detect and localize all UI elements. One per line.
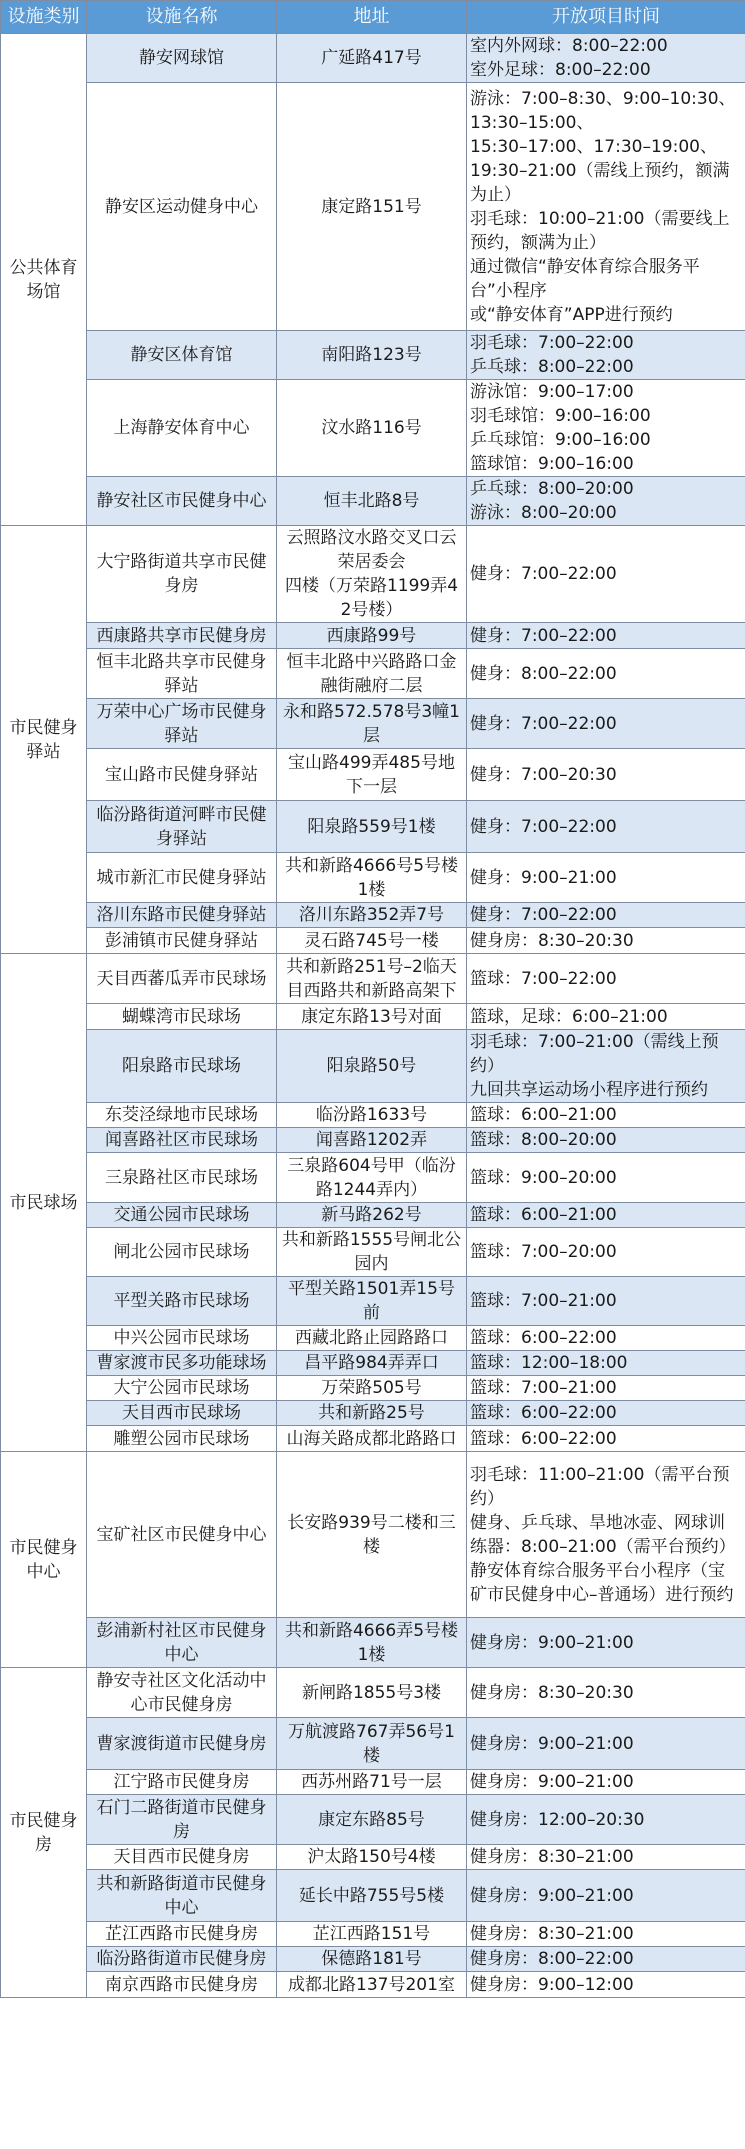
address-cell: 临汾路1633号	[277, 1103, 467, 1128]
address-cell: 西藏北路止园路路口	[277, 1326, 467, 1351]
facility-name-cell: 天目西市民球场	[87, 1401, 277, 1426]
facility-name-cell: 阳泉路市民球场	[87, 1030, 277, 1103]
hours-cell: 篮球：6:00–22:00	[467, 1326, 745, 1351]
facility-name-cell: 闸北公园市民球场	[87, 1228, 277, 1277]
hours-cell: 健身：8:00–22:00	[467, 649, 745, 699]
facility-name-cell: 大宁路街道共享市民健身房	[87, 526, 277, 623]
table-row	[1, 1277, 745, 1326]
address-cell: 西康路99号	[277, 623, 467, 649]
facility-name-cell: 临汾路街道河畔市民健身驿站	[87, 801, 277, 853]
hours-cell: 健身房：9:00–21:00	[467, 1870, 745, 1922]
facility-name-cell: 大宁公园市民球场	[87, 1376, 277, 1401]
address-cell: 闻喜路1202弄	[277, 1128, 467, 1153]
table-row	[1, 1668, 745, 1718]
table-row	[1, 1153, 745, 1203]
table-row	[1, 1947, 745, 1972]
address-cell: 阳泉路50号	[277, 1030, 467, 1103]
address-cell: 宝山路499弄485号地下一层	[277, 749, 467, 801]
table-row	[1, 954, 745, 1004]
hours-cell: 羽毛球：7:00–21:00（需线上预约） 九回共享运动场小程序进行预约	[467, 1030, 745, 1103]
address-cell: 新闸路1855号3楼	[277, 1668, 467, 1718]
table-row	[1, 1718, 745, 1770]
hours-cell: 健身房：8:00–22:00	[467, 1947, 745, 1972]
header-name: 设施名称	[87, 1, 277, 34]
table-row	[1, 83, 745, 331]
table-row	[1, 526, 745, 623]
table-row	[1, 1004, 745, 1030]
address-cell: 永和路572.578号3幢1层	[277, 699, 467, 749]
table-row	[1, 1228, 745, 1277]
facility-name-cell: 石门二路街道市民健身房	[87, 1795, 277, 1845]
address-cell: 共和新路4666弄5号楼1楼	[277, 1618, 467, 1668]
table-row	[1, 1128, 745, 1153]
table-row	[1, 1426, 745, 1452]
hours-cell: 健身房：8:30–21:00	[467, 1845, 745, 1870]
table-row	[1, 853, 745, 903]
address-cell: 三泉路604号甲（临汾路1244弄内）	[277, 1153, 467, 1203]
category-cell: 市民健身中心	[1, 1452, 87, 1668]
facility-name-cell: 宝矿社区市民健身中心	[87, 1452, 277, 1618]
table-row	[1, 649, 745, 699]
hours-cell: 健身：7:00–22:00	[467, 623, 745, 649]
header-category: 设施类别	[1, 1, 87, 34]
address-cell: 长安路939号二楼和三楼	[277, 1452, 467, 1618]
category-cell: 市民健身房	[1, 1668, 87, 1998]
facility-name-cell: 芷江西路市民健身房	[87, 1922, 277, 1947]
facility-name-cell: 曹家渡市民多功能球场	[87, 1351, 277, 1376]
facility-name-cell: 恒丰北路共享市民健身驿站	[87, 649, 277, 699]
facility-name-cell: 静安寺社区文化活动中心市民健身房	[87, 1668, 277, 1718]
hours-cell: 乒乓球：8:00–20:00 游泳：8:00–20:00	[467, 477, 745, 526]
hours-cell: 健身房：9:00–21:00	[467, 1718, 745, 1770]
hours-cell: 篮球：7:00–21:00	[467, 1277, 745, 1326]
hours-cell: 篮球：6:00–21:00	[467, 1203, 745, 1228]
facility-name-cell: 临汾路街道市民健身房	[87, 1947, 277, 1972]
table-row	[1, 1326, 745, 1351]
facility-name-cell: 中兴公园市民球场	[87, 1326, 277, 1351]
table-row	[1, 331, 745, 380]
hours-cell: 羽毛球：7:00–22:00 乒乓球：8:00–22:00	[467, 331, 745, 380]
address-cell: 万航渡路767弄56号1楼	[277, 1718, 467, 1770]
facility-name-cell: 东茭泾绿地市民球场	[87, 1103, 277, 1128]
table-row	[1, 623, 745, 649]
address-cell: 康定东路13号对面	[277, 1004, 467, 1030]
table-row	[1, 1845, 745, 1870]
address-cell: 昌平路984弄弄口	[277, 1351, 467, 1376]
hours-cell: 篮球：9:00–20:00	[467, 1153, 745, 1203]
facility-name-cell: 洛川东路市民健身驿站	[87, 903, 277, 928]
table-row	[1, 1922, 745, 1947]
address-cell: 阳泉路559号1楼	[277, 801, 467, 853]
category-cell: 公共体育场馆	[1, 34, 87, 526]
table-row	[1, 749, 745, 801]
address-cell: 共和新路25号	[277, 1401, 467, 1426]
facility-name-cell: 雕塑公园市民球场	[87, 1426, 277, 1452]
table-row	[1, 380, 745, 477]
table-row	[1, 1203, 745, 1228]
facility-name-cell: 交通公园市民球场	[87, 1203, 277, 1228]
address-cell: 广延路417号	[277, 34, 467, 83]
hours-cell: 健身房：9:00–21:00	[467, 1618, 745, 1668]
address-cell: 南阳路123号	[277, 331, 467, 380]
table-row	[1, 1870, 745, 1922]
address-cell: 云照路汶水路交叉口云荣居委会 四楼（万荣路1199弄42号楼）	[277, 526, 467, 623]
hours-cell: 篮球：7:00–22:00	[467, 954, 745, 1004]
table-row	[1, 928, 745, 954]
hours-cell: 健身房：9:00–12:00	[467, 1972, 745, 1998]
address-cell: 成都北路137号201室	[277, 1972, 467, 1998]
hours-cell: 健身房：9:00–21:00	[467, 1770, 745, 1795]
address-cell: 恒丰北路8号	[277, 477, 467, 526]
facility-name-cell: 彭浦镇市民健身驿站	[87, 928, 277, 954]
facility-name-cell: 静安网球馆	[87, 34, 277, 83]
table-row	[1, 1401, 745, 1426]
table-row	[1, 1452, 745, 1618]
facility-name-cell: 彭浦新村社区市民健身中心	[87, 1618, 277, 1668]
hours-cell: 健身房：8:30–21:00	[467, 1922, 745, 1947]
table-row	[1, 34, 745, 83]
table-row	[1, 1795, 745, 1845]
hours-cell: 健身：9:00–21:00	[467, 853, 745, 903]
hours-cell: 篮球：6:00–21:00	[467, 1103, 745, 1128]
hours-cell: 篮球，足球：6:00–21:00	[467, 1004, 745, 1030]
facility-name-cell: 平型关路市民球场	[87, 1277, 277, 1326]
facility-name-cell: 曹家渡街道市民健身房	[87, 1718, 277, 1770]
hours-cell: 篮球：6:00–22:00	[467, 1426, 745, 1452]
facility-name-cell: 闻喜路社区市民球场	[87, 1128, 277, 1153]
header-address: 地址	[277, 1, 467, 34]
hours-cell: 篮球：7:00–20:00	[467, 1228, 745, 1277]
hours-cell: 健身：7:00–22:00	[467, 699, 745, 749]
facility-name-cell: 城市新汇市民健身驿站	[87, 853, 277, 903]
address-cell: 共和新路4666号5号楼1楼	[277, 853, 467, 903]
table-row	[1, 1103, 745, 1128]
address-cell: 康定东路85号	[277, 1795, 467, 1845]
table-row	[1, 699, 745, 749]
address-cell: 共和新路1555号闸北公园内	[277, 1228, 467, 1277]
address-cell: 万荣路505号	[277, 1376, 467, 1401]
table-row	[1, 477, 745, 526]
hours-cell: 健身：7:00–22:00	[467, 903, 745, 928]
facility-name-cell: 天目西蕃瓜弄市民球场	[87, 954, 277, 1004]
header-hours: 开放项目时间	[467, 1, 745, 34]
table-row	[1, 1770, 745, 1795]
address-cell: 芷江西路151号	[277, 1922, 467, 1947]
hours-cell: 健身：7:00–20:30	[467, 749, 745, 801]
address-cell: 新马路262号	[277, 1203, 467, 1228]
facility-name-cell: 南京西路市民健身房	[87, 1972, 277, 1998]
hours-cell: 健身：7:00–22:00	[467, 526, 745, 623]
address-cell: 山海关路成都北路路口	[277, 1426, 467, 1452]
category-cell: 市民球场	[1, 954, 87, 1452]
facility-name-cell: 蝴蝶湾市民球场	[87, 1004, 277, 1030]
hours-cell: 健身房：8:30–20:30	[467, 1668, 745, 1718]
table-row	[1, 1030, 745, 1103]
hours-cell: 健身房：8:30–20:30	[467, 928, 745, 954]
address-cell: 延长中路755号5楼	[277, 1870, 467, 1922]
address-cell: 沪太路150号4楼	[277, 1845, 467, 1870]
address-cell: 汶水路116号	[277, 380, 467, 477]
facility-name-cell: 静安区运动健身中心	[87, 83, 277, 331]
table-row	[1, 801, 745, 853]
address-cell: 洛川东路352弄7号	[277, 903, 467, 928]
facility-name-cell: 江宁路市民健身房	[87, 1770, 277, 1795]
address-cell: 灵石路745号一楼	[277, 928, 467, 954]
table-row	[1, 1972, 745, 1998]
address-cell: 恒丰北路中兴路路口金融街融府二层	[277, 649, 467, 699]
hours-cell: 篮球：8:00–20:00	[467, 1128, 745, 1153]
hours-cell: 羽毛球：11:00–21:00（需平台预约） 健身、乒乓球、旱地冰壶、网球训练器：8:00–21:00（需平台预约） 静安体育综合服务平台小程序（宝矿市民健身中心–普通场）进行预约	[467, 1452, 745, 1618]
category-cell: 市民健身驿站	[1, 526, 87, 954]
address-cell: 康定路151号	[277, 83, 467, 331]
table-header-row	[1, 1, 745, 34]
hours-cell: 游泳：7:00–8:30、9:00–10:30、13:30–15:00、 15:30–17:00、17:30–19:00、 19:30–21:00（需线上预约，额满为止） 羽毛球：10:00–21:00（需要线上预约，额满为止） 通过微信“静安体育综合服务平台”小程序 或“静安体育”APP进行预约	[467, 83, 745, 331]
hours-cell: 室内外网球：8:00–22:00 室外足球：8:00–22:00	[467, 34, 745, 83]
facility-name-cell: 万荣中心广场市民健身驿站	[87, 699, 277, 749]
table-row	[1, 1351, 745, 1376]
address-cell: 西苏州路71号一层	[277, 1770, 467, 1795]
hours-cell: 篮球：12:00–18:00	[467, 1351, 745, 1376]
address-cell: 保德路181号	[277, 1947, 467, 1972]
address-cell: 平型关路1501弄15号前	[277, 1277, 467, 1326]
facility-name-cell: 静安区体育馆	[87, 331, 277, 380]
facility-name-cell: 上海静安体育中心	[87, 380, 277, 477]
table-body	[1, 34, 745, 1998]
table-row	[1, 1376, 745, 1401]
hours-cell: 游泳馆：9:00–17:00 羽毛球馆：9:00–16:00 乒乓球馆：9:00–16:00 篮球馆：9:00–16:00	[467, 380, 745, 477]
table-row	[1, 1618, 745, 1668]
facility-name-cell: 天目西市民健身房	[87, 1845, 277, 1870]
address-cell: 共和新路251号–2临天目西路共和新路高架下	[277, 954, 467, 1004]
facility-name-cell: 静安社区市民健身中心	[87, 477, 277, 526]
facility-name-cell: 西康路共享市民健身房	[87, 623, 277, 649]
hours-cell: 健身房：12:00–20:30	[467, 1795, 745, 1845]
facility-name-cell: 共和新路街道市民健身中心	[87, 1870, 277, 1922]
facility-name-cell: 宝山路市民健身驿站	[87, 749, 277, 801]
hours-cell: 篮球：6:00–22:00	[467, 1401, 745, 1426]
facility-name-cell: 三泉路社区市民球场	[87, 1153, 277, 1203]
table-row	[1, 903, 745, 928]
hours-cell: 篮球：7:00–21:00	[467, 1376, 745, 1401]
hours-cell: 健身：7:00–22:00	[467, 801, 745, 853]
